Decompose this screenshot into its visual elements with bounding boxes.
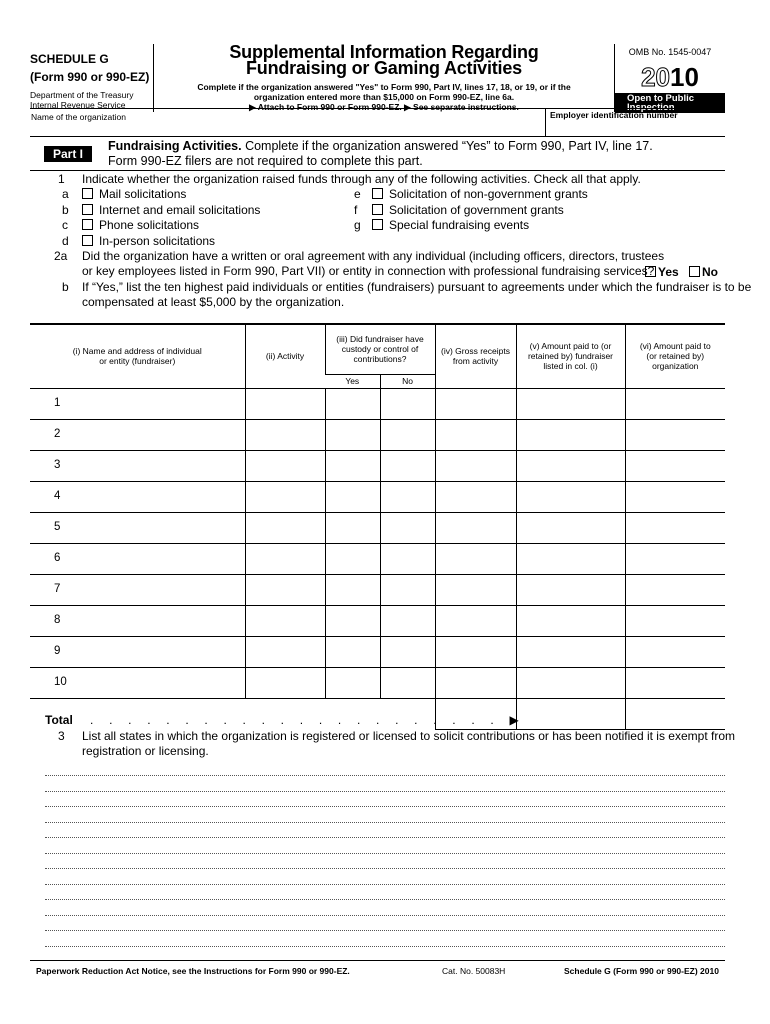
- paid-fundraiser-cell[interactable]: [516, 543, 625, 574]
- no-option[interactable]: [689, 265, 718, 281]
- activity-cell[interactable]: [245, 574, 325, 605]
- total-paid-fundraiser[interactable]: [516, 698, 625, 729]
- paid-organization-cell[interactable]: [625, 543, 725, 574]
- activity-cell[interactable]: [245, 543, 325, 574]
- option-special-events[interactable]: [372, 218, 529, 234]
- open-line-2: Inspection: [627, 102, 675, 113]
- paid-fundraiser-cell[interactable]: [516, 636, 625, 667]
- custody-yes-cell[interactable]: [325, 667, 380, 698]
- option-f-letter: f: [354, 203, 358, 217]
- option-c-letter: c: [62, 218, 68, 232]
- gross-receipts-cell[interactable]: [435, 636, 516, 667]
- line-2a-text-1: Did the organization have a written or oral agreement with any individual (including officers, directors, trustees: [82, 249, 665, 263]
- line-1-number: 1: [58, 172, 65, 186]
- custody-yes-header: Yes: [325, 374, 380, 388]
- option-d-letter: d: [62, 234, 69, 248]
- custody-no-header: No: [380, 374, 435, 388]
- table-row: [30, 636, 725, 667]
- part-i-badge: Part I: [44, 146, 92, 162]
- option-label: Solicitation of non-government grants: [389, 187, 588, 201]
- row-number[interactable]: 2: [30, 419, 245, 450]
- instructions-line-2: organization entered more than $15,000 on Form 990-EZ, line 6a.: [253, 92, 515, 102]
- row-number[interactable]: 6: [30, 543, 245, 574]
- paperwork-notice: Paperwork Reduction Act Notice, see the Instructions for Form 990 or 990-EZ.: [36, 966, 350, 976]
- instructions-line-3: ▶ Attach to Form 990 or Form 990-EZ. ▶ See separate instructions.: [249, 102, 519, 112]
- paid-organization-cell[interactable]: [625, 450, 725, 481]
- name-rule: [30, 136, 725, 137]
- entry-line[interactable]: [45, 915, 725, 916]
- title-block: [155, 44, 613, 112]
- form-title-line-2: Fundraising or Gaming Activities: [246, 58, 522, 78]
- custody-yes-cell[interactable]: [325, 636, 380, 667]
- activity-cell[interactable]: [245, 388, 325, 419]
- paid-fundraiser-cell[interactable]: [516, 481, 625, 512]
- part-i-title-line-2: Form 990-EZ filers are not required to complete this part.: [108, 154, 423, 168]
- checkbox[interactable]: [645, 266, 656, 277]
- line-2b-number: b: [62, 280, 69, 294]
- option-label: Phone solicitations: [99, 218, 200, 232]
- department-line-2: Internal Revenue Service: [30, 100, 126, 110]
- line-3-text-2: registration or licensing.: [82, 744, 209, 758]
- option-g-letter: g: [354, 218, 361, 232]
- department-line-1: Department of the Treasury: [30, 90, 134, 100]
- option-in-person-solicitations[interactable]: [82, 234, 215, 250]
- column-header-activity: (ii) Activity: [245, 324, 325, 388]
- custody-yes-cell[interactable]: [325, 419, 380, 450]
- gross-receipts-cell[interactable]: [435, 450, 516, 481]
- paid-fundraiser-cell[interactable]: [516, 450, 625, 481]
- total-leader-dots: . . . . . . . . . . . . . . . . . . . . . . ▶: [90, 713, 525, 727]
- gross-receipts-cell[interactable]: [435, 605, 516, 636]
- custody-no-cell[interactable]: [380, 667, 435, 698]
- paid-organization-cell[interactable]: [625, 574, 725, 605]
- gross-receipts-cell[interactable]: [435, 388, 516, 419]
- activity-cell[interactable]: [245, 667, 325, 698]
- gross-receipts-cell[interactable]: [435, 481, 516, 512]
- column-header-custody: (iii) Did fundraiser have custody or control of contributions?: [325, 324, 435, 374]
- custody-yes-cell[interactable]: [325, 605, 380, 636]
- custody-yes-cell[interactable]: [325, 574, 380, 605]
- table-row: [30, 388, 725, 419]
- part-i-title: [108, 139, 653, 169]
- option-government-grants[interactable]: [372, 203, 564, 219]
- checkbox[interactable]: [82, 204, 93, 215]
- custody-no-cell[interactable]: [380, 543, 435, 574]
- catalog-number: Cat. No. 50083H: [442, 966, 506, 976]
- yes-option[interactable]: [645, 265, 679, 281]
- entry-line[interactable]: [45, 822, 725, 823]
- column-header-gross-receipts: (iv) Gross receipts from activity: [435, 324, 516, 388]
- table-row: [30, 543, 725, 574]
- custody-no-cell[interactable]: [380, 419, 435, 450]
- fundraiser-table: [30, 323, 725, 730]
- custody-yes-cell[interactable]: [325, 543, 380, 574]
- table-row: [30, 450, 725, 481]
- row-number[interactable]: 9: [30, 636, 245, 667]
- checkbox[interactable]: [82, 188, 93, 199]
- line-3-number: 3: [58, 729, 65, 743]
- row-number[interactable]: 3: [30, 450, 245, 481]
- entry-line[interactable]: [45, 775, 725, 776]
- checkbox[interactable]: [372, 188, 383, 199]
- custody-yes-cell[interactable]: [325, 450, 380, 481]
- gross-receipts-cell[interactable]: [435, 419, 516, 450]
- line-2a-number: 2a: [54, 249, 68, 263]
- ein-label: Employer identification number: [550, 110, 678, 120]
- entry-line[interactable]: [45, 884, 725, 885]
- gross-receipts-cell[interactable]: [435, 543, 516, 574]
- schedule-header: [30, 44, 154, 112]
- option-label: Special fundraising events: [389, 218, 530, 232]
- row-number[interactable]: 10: [30, 667, 245, 698]
- paid-fundraiser-cell[interactable]: [516, 512, 625, 543]
- checkbox[interactable]: [82, 219, 93, 230]
- custody-yes-cell[interactable]: [325, 481, 380, 512]
- option-internet-solicitations[interactable]: [82, 203, 260, 219]
- paid-organization-cell[interactable]: [625, 388, 725, 419]
- entry-line[interactable]: [45, 946, 725, 947]
- checkbox[interactable]: [372, 219, 383, 230]
- paid-organization-cell[interactable]: [625, 605, 725, 636]
- table-row: [30, 574, 725, 605]
- yes-label: Yes: [658, 265, 679, 279]
- activity-cell[interactable]: [245, 512, 325, 543]
- activity-cell[interactable]: [245, 481, 325, 512]
- table-row: [30, 419, 725, 450]
- paid-fundraiser-cell[interactable]: [516, 667, 625, 698]
- custody-no-cell[interactable]: [380, 574, 435, 605]
- paid-organization-cell[interactable]: [625, 419, 725, 450]
- line-3-text-1: List all states in which the organization is registered or licensed to solicit contributions or has been notified it is exempt from: [82, 729, 735, 743]
- option-non-government-grants[interactable]: [372, 187, 588, 203]
- custody-yes-cell[interactable]: [325, 512, 380, 543]
- open-line-1: Open to Public: [627, 93, 695, 104]
- option-label: Solicitation of government grants: [389, 203, 564, 217]
- total-paid-organization[interactable]: [625, 698, 725, 729]
- entry-line[interactable]: [45, 930, 725, 931]
- row-number[interactable]: 4: [30, 481, 245, 512]
- part-i-rule: [30, 170, 725, 171]
- table-row: [30, 667, 725, 698]
- total-label: Total: [45, 713, 73, 727]
- option-label: Internet and email solicitations: [99, 203, 261, 217]
- row-number[interactable]: 5: [30, 512, 245, 543]
- line-2b-text-2: compensated at least $5,000 by the organization.: [82, 295, 345, 309]
- ein-field[interactable]: [545, 108, 725, 136]
- year-prefix: 20: [641, 62, 670, 92]
- form-title-line-1: Supplemental Information Regarding: [229, 42, 539, 62]
- entry-line[interactable]: [45, 868, 725, 869]
- paid-organization-cell[interactable]: [625, 667, 725, 698]
- activity-cell[interactable]: [245, 450, 325, 481]
- table-row: [30, 605, 725, 636]
- entry-line[interactable]: [45, 853, 725, 854]
- entry-line[interactable]: [45, 899, 725, 900]
- row-number[interactable]: 1: [30, 388, 245, 419]
- custody-yes-cell[interactable]: [325, 388, 380, 419]
- gross-receipts-cell[interactable]: [435, 574, 516, 605]
- row-number[interactable]: 7: [30, 574, 245, 605]
- custody-no-cell[interactable]: [380, 388, 435, 419]
- paid-fundraiser-cell[interactable]: [516, 605, 625, 636]
- custody-no-cell[interactable]: [380, 605, 435, 636]
- table-row: [30, 481, 725, 512]
- paid-organization-cell[interactable]: [625, 481, 725, 512]
- column-header-paid-fundraiser: (v) Amount paid to (or retained by) fundraiser listed in col. (i): [516, 324, 625, 388]
- checkbox[interactable]: [689, 266, 700, 277]
- footer-rule: [30, 960, 725, 961]
- option-phone-solicitations[interactable]: [82, 218, 199, 234]
- paid-organization-cell[interactable]: [625, 512, 725, 543]
- gross-receipts-cell[interactable]: [435, 512, 516, 543]
- column-header-name: (i) Name and address of individual or entity (fundraiser): [30, 324, 245, 388]
- column-header-paid-organization: (vi) Amount paid to (or retained by) organization: [625, 324, 725, 388]
- checkbox[interactable]: [372, 204, 383, 215]
- tax-year: [615, 63, 725, 91]
- activity-cell[interactable]: [245, 636, 325, 667]
- schedule-name: SCHEDULE G: [30, 52, 109, 66]
- line-2b-text-1: If “Yes,” list the ten highest paid individuals or entities (fundraisers) pursuant to agreements under which the fundraiser is to be: [82, 280, 752, 294]
- option-b-letter: b: [62, 203, 69, 217]
- year-suffix: 10: [670, 62, 699, 92]
- custody-no-cell[interactable]: [380, 636, 435, 667]
- option-a-letter: a: [62, 187, 69, 201]
- table-row: [30, 512, 725, 543]
- line-2a-text-2: or key employees listed in Form 990, Part VII) or entity in connection with professional fundraising services?: [82, 264, 655, 278]
- option-e-letter: e: [354, 187, 361, 201]
- custody-no-cell[interactable]: [380, 481, 435, 512]
- paid-organization-cell[interactable]: [625, 636, 725, 667]
- option-label: In-person solicitations: [99, 234, 216, 248]
- checkbox[interactable]: [82, 235, 93, 246]
- organization-name-label: Name of the organization: [31, 112, 126, 122]
- no-label: No: [702, 265, 718, 279]
- activity-cell[interactable]: [245, 419, 325, 450]
- activity-cell[interactable]: [245, 605, 325, 636]
- row-number[interactable]: 8: [30, 605, 245, 636]
- option-label: Mail solicitations: [99, 187, 187, 201]
- part-i-title-rest: Complete if the organization answered “Yes” to Form 990, Part IV, line 17.: [241, 139, 653, 153]
- option-mail-solicitations[interactable]: [82, 187, 186, 203]
- entry-line[interactable]: [45, 837, 725, 838]
- paid-fundraiser-cell[interactable]: [516, 388, 625, 419]
- custody-no-cell[interactable]: [380, 512, 435, 543]
- part-i-title-bold: Fundraising Activities.: [108, 139, 242, 153]
- form-footer-id: Schedule G (Form 990 or 990-EZ) 2010: [564, 966, 719, 976]
- entry-line[interactable]: [45, 806, 725, 807]
- entry-line[interactable]: [45, 791, 725, 792]
- line-1-text: Indicate whether the organization raised funds through any of the following activities. Check all that apply.: [82, 172, 641, 186]
- omb-block: [614, 44, 725, 112]
- instructions-line-1: Complete if the organization answered "Yes" to Form 990, Part IV, lines 17, 18, or 19, or if the: [197, 82, 571, 92]
- form-reference: (Form 990 or 990-EZ): [30, 70, 150, 84]
- omb-number: OMB No. 1545-0047: [628, 47, 712, 57]
- custody-no-cell[interactable]: [380, 450, 435, 481]
- gross-receipts-cell[interactable]: [435, 667, 516, 698]
- paid-fundraiser-cell[interactable]: [516, 574, 625, 605]
- paid-fundraiser-cell[interactable]: [516, 419, 625, 450]
